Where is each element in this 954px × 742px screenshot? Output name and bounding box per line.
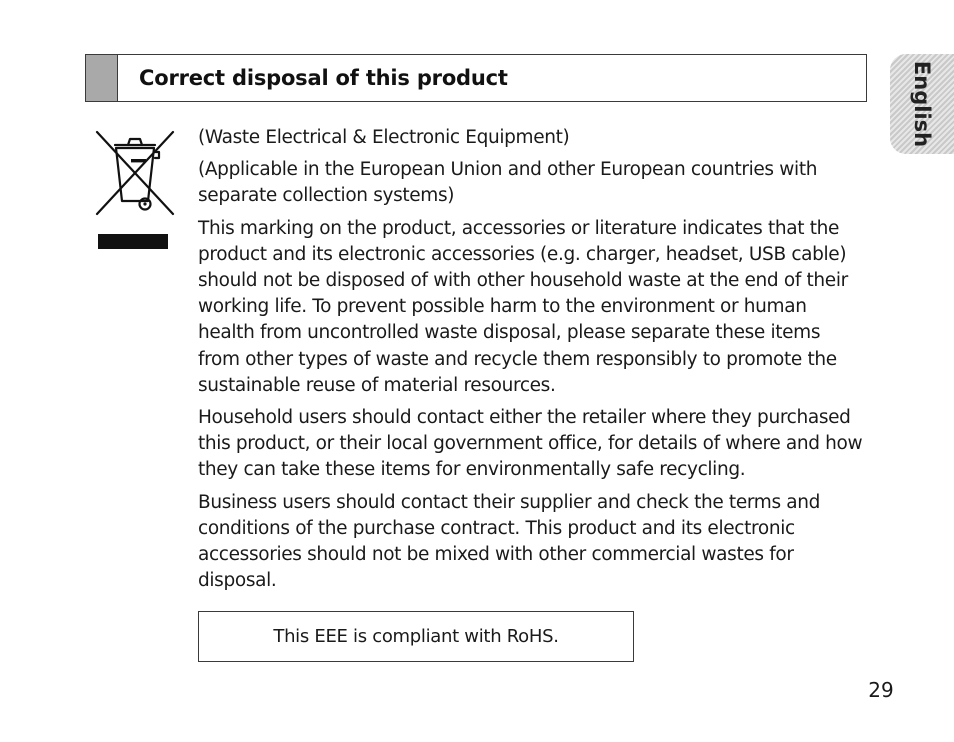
weee-marking-bar [98, 234, 168, 249]
rohs-notice-box [198, 611, 634, 662]
crossed-out-wheelie-bin-icon [95, 128, 175, 218]
rohs-notice-text: This EEE is compliant with RoHS. [273, 626, 559, 647]
section-header [85, 54, 867, 102]
paragraph-applicability: (Applicable in the European Union and other European countries with separate collection systems) [198, 159, 818, 207]
page-number: 29 [868, 678, 894, 702]
header-color-swatch [86, 55, 118, 101]
language-tab [890, 54, 954, 154]
paragraph-household-users: Household users should contact either the retailer where they purchased this product, or their local government office, for details of where and how they can take these items for environmentally safe recycling. [198, 407, 863, 481]
section-title: Correct disposal of this product [139, 66, 508, 90]
body-text [198, 125, 866, 600]
paragraph-weee-title: (Waste Electrical & Electronic Equipment) [198, 127, 570, 148]
paragraph-business-users: Business users should contact their supplier and check the terms and conditions of the purchase contract. This product and its electronic accessories should not be mixed with other commercial wastes for disposal. [198, 491, 821, 592]
language-tab-label: English [910, 60, 934, 148]
paragraph-marking: This marking on the product, accessories or literature indicates that the product and its electronic accessories (e.g. charger, headset, USB cable) should not be disposed of with other household waste at the end of their working life. To prevent possible harm to the environment or human health from uncontrolled waste disposal, please separate these items from other types of waste and recycle them responsibly to promote the sustainable reuse of material resources. [198, 217, 848, 396]
